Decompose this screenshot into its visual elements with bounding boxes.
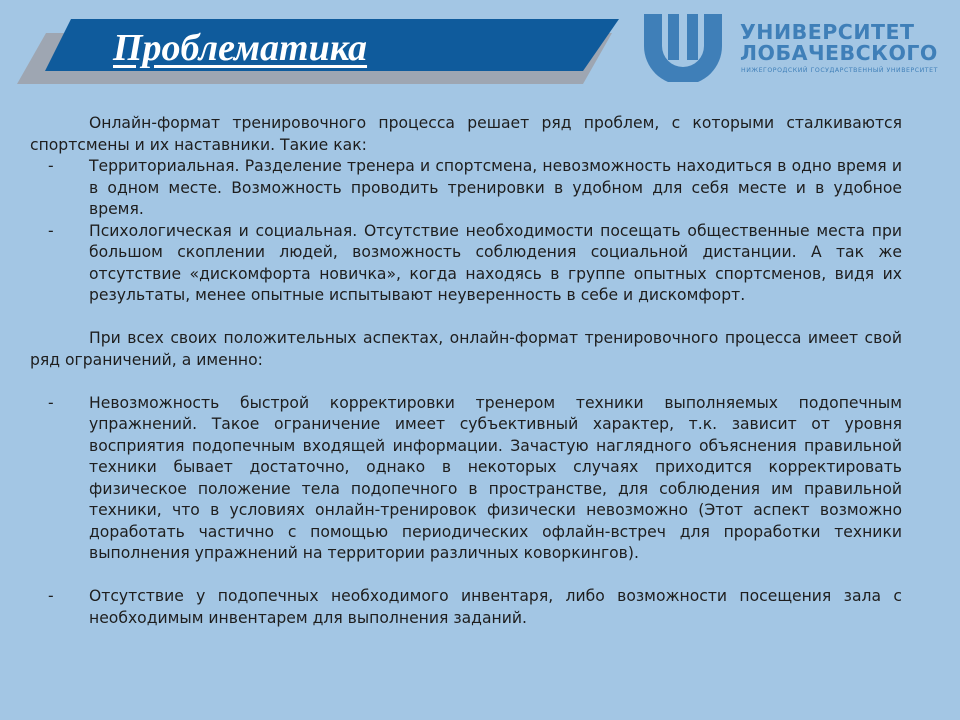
list-dash: - — [48, 587, 54, 605]
slide-content — [30, 113, 902, 629]
limitation-item — [30, 393, 902, 565]
problem-text: Психологическая и социальная. Отсутствие необходимости посещать общественные места при большом скоплении людей, возможность соблюдения социальной дистанции. А так же отсутствие «дискомфорта новичка», когда находясь в группе опытных спортсменов, видя их результаты, менее опытные испытывают неуверенность в себе и дискомфорт. — [89, 221, 902, 304]
problem-text: Территориальная. Разделение тренера и спортсмена, невозможность находиться в одно время и в одном месте. Возможность проводить тренировки в удобном для себя месте и в удобное время. — [89, 157, 902, 218]
logo-text-line1: УНИВЕРСИТЕТ — [740, 20, 915, 44]
list-dash: - — [48, 221, 54, 240]
limitations-intro-paragraph: При всех своих положительных аспектах, онлайн-формат тренировочного процесса имеет свой ряд ограничений, а именно: — [30, 329, 902, 369]
problem-item — [30, 156, 902, 221]
list-dash: - — [48, 393, 54, 412]
limitation-text: Отсутствие у подопечных необходимого инвентаря, либо возможности посещения зала с необходимым инвентарем для выполнения заданий. — [89, 587, 902, 627]
logo-text-line2: ЛОБАЧЕВСКОГО — [740, 41, 938, 65]
list-dash: - — [48, 157, 54, 175]
university-logo — [640, 10, 950, 88]
intro-paragraph: Онлайн-формат тренировочного процесса решает ряд проблем, с которыми сталкиваются спортсмены и их наставники. Такие как: — [30, 114, 902, 154]
logo-text-line3: НИЖЕГОРОДСКИЙ ГОСУДАРСТВЕННЫЙ УНИВЕРСИТЕТ — [741, 67, 938, 74]
limitation-text: Невозможность быстрой корректировки тренером техники выполняемых подопечным упражнений. Такое ограничение имеет субъективный характер, т.к. зависит от уровня восприятия подопечным входящей информации. Зачастую наглядного объяснения правильной техники бывает достаточно, однако в некоторых случаях приходится корректировать физическое положение тела подопечного в пространстве, для соблюдения им правильной техники, что в условиях онлайн-тренировок физически невозможно (Этот аспект возможно доработать частично с помощью периодических офлайн-встреч для проработки техники выполнения упражнений на территории различных коворкингов). — [89, 393, 902, 562]
page-title: Проблематика — [113, 27, 368, 69]
limitation-item — [30, 586, 902, 629]
university-logo-icon — [640, 10, 726, 82]
problem-item — [30, 221, 902, 307]
